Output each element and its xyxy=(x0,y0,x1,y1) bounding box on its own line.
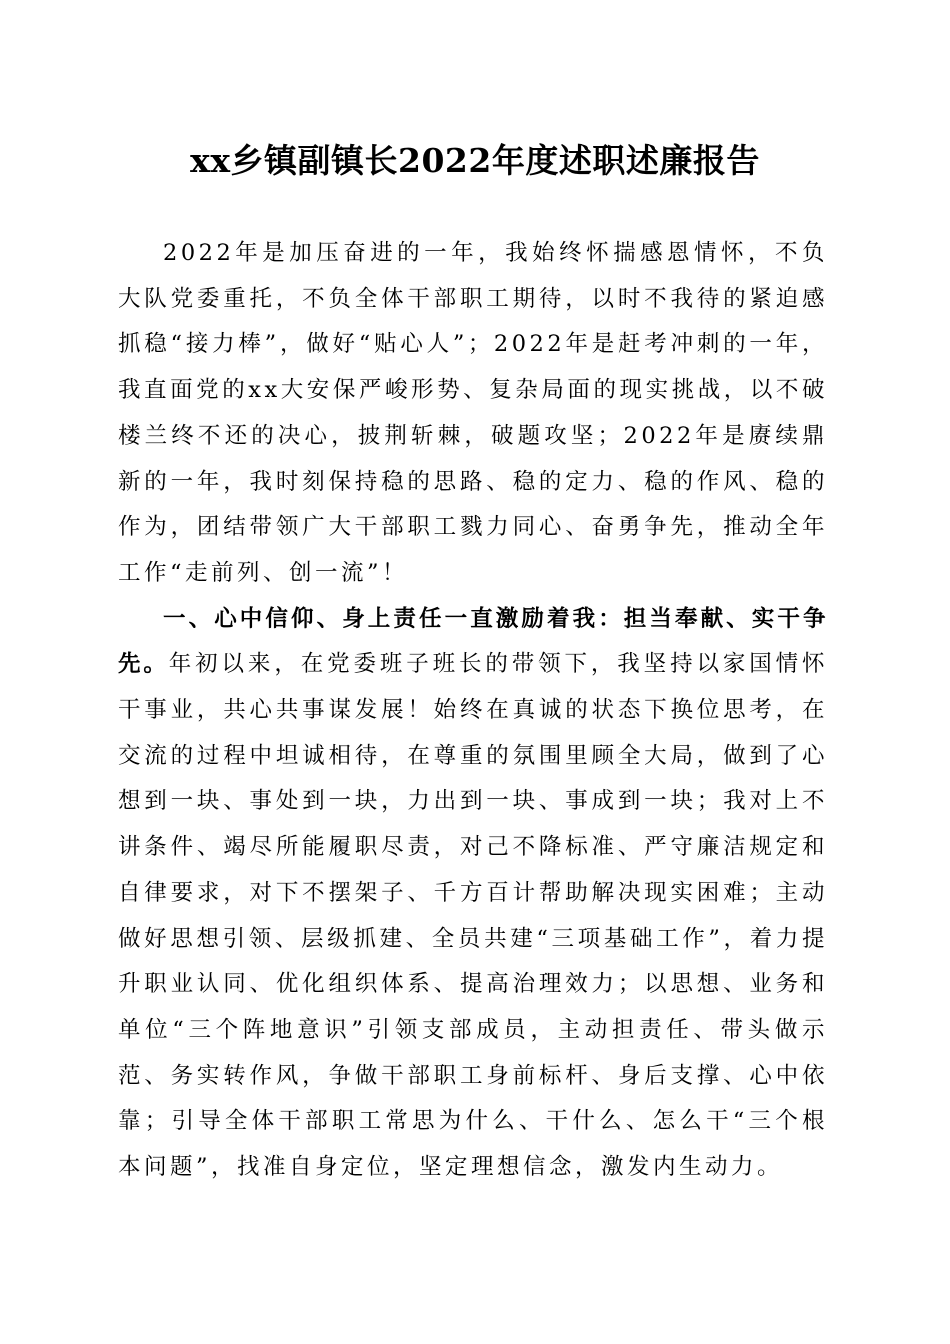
paragraph-intro-text: 2022年是加压奋进的一年，我始终怀揣感恩情怀，不负大队党委重托，不负全体干部职工期待，以时不我待的紧迫感抓稳“接力棒”，做好“贴心人”；2022年是赶考冲刺的一年，我直面党的xx大安保严峻形势、复杂局面的现实挑战，以不破楼兰终不还的决心，披荆斩棘，破题攻坚；2022年是赓续鼎新的一年，我时刻保持稳的思路、稳的定力、稳的作风、稳的作为，团结带领广大干部职工戮力同心、奋勇争先，推动全年工作“走前列、创一流”！ xyxy=(118,240,828,586)
document-title: xx乡镇副镇长2022年度述职述廉报告 xyxy=(190,141,760,180)
document-body xyxy=(118,231,828,1191)
paragraph-section-1 xyxy=(118,597,828,1191)
paragraph-intro xyxy=(118,231,828,597)
section-1-text: 年初以来，在党委班子班长的带领下，我坚持以家国情怀干事业，共心共事谋发展！始终在真诚的状态下换位思考，在交流的过程中坦诚相待，在尊重的氛围里顾全大局，做到了心想到一块、事处到一块，力出到一块、事成到一块；我对上不讲条件、竭尽所能履职尽责，对己不降标准、严守廉洁规定和自律要求，对下不摆架子、千方百计帮助解决现实困难；主动做好思想引领、层级抓建、全员共建“三项基础工作”，着力提升职业认同、优化组织体系、提高治理效力；以思想、业务和单位“三个阵地意识”引领支部成员，主动担责任、带头做示范、务实转作风，争做干部职工身前标杆、身后支撑、心中依靠；引导全体干部职工常思为什么、干什么、怎么干“三个根本问题”，找准自身定位，坚定理想信念，激发内生动力。 xyxy=(118,651,828,1181)
section-1-heading: 一、心中信仰、身上责任一直激励着我：担当奉献、实干争先。 xyxy=(118,605,828,678)
